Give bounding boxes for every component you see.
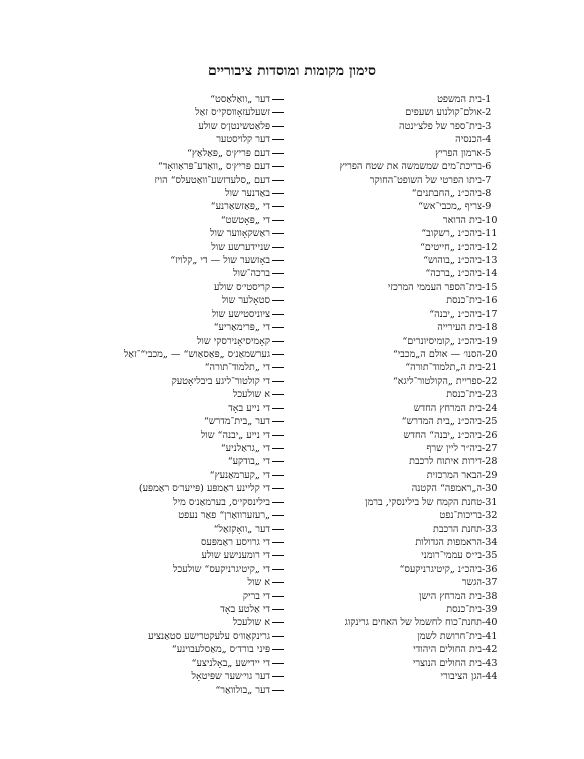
entry-number: -40 bbox=[482, 617, 498, 629]
entry-number: -9 bbox=[482, 201, 492, 213]
place-index-list bbox=[0, 93, 584, 697]
entry-yiddish-name: די בריק bbox=[242, 590, 270, 602]
entry-hebrew-name: ארמון הפריץ bbox=[435, 147, 482, 159]
index-entry bbox=[0, 133, 584, 146]
entry-number: -14 bbox=[482, 268, 498, 280]
entry-yiddish-name: באָזשער שול — די „קלויז“ bbox=[170, 255, 270, 267]
entry-dash bbox=[272, 435, 284, 436]
entry-dash bbox=[272, 220, 284, 221]
index-entry bbox=[0, 214, 584, 227]
index-entry bbox=[0, 308, 584, 321]
entry-hebrew-name: בית־חרושת לשמן bbox=[417, 630, 482, 642]
entry-dash bbox=[272, 381, 284, 382]
entry-number: -16 bbox=[482, 295, 498, 307]
entry-number: -8 bbox=[482, 187, 492, 199]
entry-hebrew-name: הסנו׳ — אולם ה„מכבי“ bbox=[392, 349, 482, 361]
entry-yiddish-name: דער „וואַלאַסט“ bbox=[210, 94, 270, 105]
entry-hebrew-name: ביה״ר ליין שרף bbox=[426, 442, 482, 454]
entry-hebrew-name: הכנסיה bbox=[455, 134, 482, 146]
entry-yiddish-name: דעם פּריץ׳ס „וואַדע־פּראַוואָד“ bbox=[157, 161, 270, 173]
entry-yiddish-name: די נייע „יבנה“ שול bbox=[200, 429, 270, 441]
entry-dash bbox=[272, 421, 284, 422]
entry-number: -20 bbox=[482, 349, 498, 361]
page-title: סימון מקומות ומוסדות ציבוריים bbox=[207, 63, 377, 79]
entry-yiddish-name: דעם „סלעדזשע־וואַטעלס“ הויז bbox=[154, 174, 270, 186]
entry-number: -32 bbox=[482, 510, 498, 522]
entry-yiddish-name: דער „בולוואַר“ bbox=[215, 684, 270, 696]
index-entry bbox=[0, 563, 584, 576]
entry-hebrew-name: ביהכ״נ „יבנה“ bbox=[429, 308, 482, 320]
entry-yiddish-name: די „תלמוד־תורה“ bbox=[204, 362, 270, 374]
entry-yiddish-name: זשעלעזאָווסקי׳ס זאַל bbox=[195, 107, 270, 119]
entry-yiddish-name: גרינקאַוו׳ס עלעקטרישע סטאַנציע bbox=[148, 630, 270, 642]
entry-yiddish-name: קאָמיסיאָנירסקי שול bbox=[196, 335, 270, 347]
entry-dash bbox=[272, 542, 284, 543]
index-entry bbox=[0, 603, 584, 616]
index-entry bbox=[0, 670, 584, 683]
entry-number: -34 bbox=[482, 536, 498, 548]
entry-hebrew-name: בית ה„תלמוד־תורה“ bbox=[405, 362, 482, 374]
entry-number: -12 bbox=[482, 241, 498, 253]
index-entry bbox=[0, 429, 584, 442]
entry-hebrew-name: בית החולים היהודי bbox=[413, 644, 482, 656]
index-entry bbox=[0, 482, 584, 495]
index-entry bbox=[0, 576, 584, 589]
index-entry bbox=[0, 200, 584, 213]
entry-number: -42 bbox=[482, 644, 498, 656]
entry-yiddish-name: פּיני בורד׳ס „מאַסלעבוינע“ bbox=[171, 644, 270, 656]
entry-number: -13 bbox=[482, 255, 498, 267]
entry-yiddish-name: א שולעכל bbox=[232, 617, 270, 629]
entry-hebrew-name: ביהכ״נ „קומיסיונרים“ bbox=[402, 335, 482, 347]
entry-hebrew-name: ביתו הפרטי של השופט־החוקר bbox=[369, 174, 482, 186]
entry-dash bbox=[272, 690, 284, 691]
index-entry bbox=[0, 630, 584, 643]
entry-yiddish-name: דער „בית־מדרש“ bbox=[203, 416, 270, 428]
index-entry bbox=[0, 281, 584, 294]
entry-hebrew-name: אולם־קולנוע ושעפים bbox=[405, 107, 482, 119]
entry-number: -44 bbox=[482, 671, 498, 683]
index-entry bbox=[0, 643, 584, 656]
entry-yiddish-name: בילינסקי׳ס, בערמאַנ׳ס מיל bbox=[173, 496, 270, 508]
entry-number: -30 bbox=[482, 483, 498, 495]
entry-yiddish-name: די קליינע ראַמפּע (פּייער׳ס ראַמפּע) bbox=[138, 483, 270, 495]
entry-dash bbox=[272, 166, 284, 167]
index-entry bbox=[0, 402, 584, 415]
entry-dash bbox=[272, 555, 284, 556]
entry-dash bbox=[272, 502, 284, 503]
entry-yiddish-name: די „פּרימאַריע“ bbox=[213, 322, 270, 334]
index-entry bbox=[0, 294, 584, 307]
entry-dash bbox=[272, 233, 284, 234]
entry-number: -43 bbox=[482, 657, 498, 669]
entry-yiddish-name: דעם פּריץ׳ס „פּאַלאַץ“ bbox=[187, 147, 270, 159]
index-entry bbox=[0, 321, 584, 334]
entry-hebrew-name: בי״ס עממי־רומני bbox=[421, 550, 482, 562]
entry-number: -18 bbox=[482, 322, 498, 334]
entry-hebrew-name: הבאר המרכזית bbox=[426, 469, 482, 481]
entry-number: -22 bbox=[482, 375, 498, 387]
entry-number: -17 bbox=[482, 308, 498, 320]
index-entry bbox=[0, 549, 584, 562]
entry-number: -5 bbox=[482, 147, 492, 159]
index-entry bbox=[0, 254, 584, 267]
index-entry bbox=[0, 174, 584, 187]
entry-hebrew-name: הגן הציבורי bbox=[440, 671, 482, 683]
entry-dash bbox=[272, 461, 284, 462]
entry-dash bbox=[272, 247, 284, 248]
entry-number: -35 bbox=[482, 550, 498, 562]
entry-yiddish-name: די „קערמאַנעץ“ bbox=[209, 469, 270, 481]
entry-hebrew-name: בריכות־נפט bbox=[439, 510, 482, 522]
index-entry bbox=[0, 455, 584, 468]
entry-dash bbox=[272, 193, 284, 194]
entry-number: -39 bbox=[482, 604, 498, 616]
index-entry bbox=[0, 523, 584, 536]
entry-dash bbox=[272, 488, 284, 489]
entry-number: -27 bbox=[482, 442, 498, 454]
entry-hebrew-name: ביהכ״נ „בית המדרש“ bbox=[401, 416, 482, 428]
entry-hebrew-name: תחנת־כוח לחשמל של האחים גרינקוג bbox=[344, 617, 482, 629]
entry-hebrew-name: צריף „מכבי־אש“ bbox=[418, 201, 482, 213]
entry-dash bbox=[272, 649, 284, 650]
entry-dash bbox=[272, 273, 284, 274]
entry-dash bbox=[272, 341, 284, 342]
entry-yiddish-name: די רומענישע שולע bbox=[201, 550, 270, 562]
entry-yiddish-name: די קולטור־ליגע ביבליאָטעק bbox=[171, 375, 270, 387]
index-entry bbox=[0, 375, 584, 388]
index-entry bbox=[0, 536, 584, 549]
index-entry bbox=[0, 267, 584, 280]
entry-hebrew-name: בית המרחץ הישן bbox=[419, 590, 482, 602]
entry-number: -3 bbox=[482, 120, 492, 132]
entry-number: -6 bbox=[482, 161, 492, 173]
entry-number: -29 bbox=[482, 469, 498, 481]
entry-yiddish-name: די „קיטיגרניקעס“ שולעכל bbox=[173, 563, 270, 575]
entry-dash bbox=[272, 448, 284, 449]
entry-yiddish-name: די יידישע „באָלניצע“ bbox=[191, 657, 270, 669]
entry-dash bbox=[272, 354, 284, 355]
entry-number: -11 bbox=[482, 228, 498, 240]
entry-dash bbox=[272, 139, 284, 140]
entry-dash bbox=[272, 300, 284, 301]
entry-number: -37 bbox=[482, 577, 498, 589]
entry-dash bbox=[272, 394, 284, 395]
index-entry bbox=[0, 684, 584, 697]
entry-hebrew-name: ביהכ״נ „יבנה“ החדש bbox=[403, 429, 482, 441]
entry-dash bbox=[272, 126, 284, 127]
entry-hebrew-name: בית־כנסת bbox=[446, 604, 482, 616]
entry-number: -38 bbox=[482, 590, 498, 602]
entry-dash bbox=[272, 99, 284, 100]
index-entry bbox=[0, 106, 584, 119]
index-entry bbox=[0, 335, 584, 348]
entry-number: -15 bbox=[482, 281, 498, 293]
entry-dash bbox=[272, 609, 284, 610]
entry-number: -7 bbox=[482, 174, 492, 186]
entry-yiddish-name: ברכה־שול bbox=[233, 268, 270, 280]
entry-yiddish-name: פּלאַטשינטן׳ס שולע bbox=[198, 120, 270, 132]
entry-dash bbox=[272, 206, 284, 207]
entry-dash bbox=[272, 636, 284, 637]
index-entry bbox=[0, 187, 584, 200]
index-entry bbox=[0, 241, 584, 254]
entry-number: -21 bbox=[482, 362, 498, 374]
entry-hebrew-name: ביהכ״נ „החבתנים“ bbox=[411, 187, 482, 199]
entry-dash bbox=[272, 475, 284, 476]
entry-yiddish-name: סטאָלער שול bbox=[221, 295, 270, 307]
entry-yiddish-name: די „גראַלניע“ bbox=[220, 442, 270, 454]
index-entry bbox=[0, 415, 584, 428]
index-entry bbox=[0, 93, 584, 106]
entry-hebrew-name: ספריית „הקולטור־ליגא“ bbox=[392, 375, 482, 387]
entry-yiddish-name: דער גוי׳שער שפּיטאָל bbox=[191, 671, 270, 683]
entry-hebrew-name: בריכת־מים שמשמשה את שטח הפריץ bbox=[339, 161, 482, 173]
entry-dash bbox=[272, 367, 284, 368]
entry-yiddish-name: „רעזערוואַרן“ פאַר נעפט bbox=[178, 510, 270, 522]
entry-hebrew-name: בית־כנסת bbox=[446, 295, 482, 307]
entry-hebrew-name: הגשר bbox=[461, 577, 482, 589]
entry-hebrew-name: בית־ספר של פלצ׳ינטה bbox=[399, 120, 482, 132]
entry-dash bbox=[272, 676, 284, 677]
entry-yiddish-name: די „בודקע“ bbox=[227, 456, 270, 468]
entry-hebrew-name: ביהכ״נ „רשקוב“ bbox=[421, 228, 482, 240]
entry-number: -1 bbox=[482, 94, 492, 105]
entry-dash bbox=[272, 596, 284, 597]
entry-dash bbox=[272, 327, 284, 328]
index-entry bbox=[0, 442, 584, 455]
entry-hebrew-name: טחנת הקמח של בילינסקי, ברמן bbox=[365, 496, 482, 508]
entry-hebrew-name: בית החולים הנוצרי bbox=[412, 657, 482, 669]
entry-number: -24 bbox=[482, 402, 498, 414]
entry-number: -28 bbox=[482, 456, 498, 468]
index-entry bbox=[0, 160, 584, 173]
entry-yiddish-name: די אַלטע באָד bbox=[220, 604, 270, 616]
entry-hebrew-name: תחנת הרכבת bbox=[433, 523, 482, 535]
entry-hebrew-name: דירות איתוח לרכבת bbox=[409, 456, 482, 468]
entry-hebrew-name: בית־הספר העממי המרכזי bbox=[387, 281, 482, 293]
entry-yiddish-name: די „פּאָטשט“ bbox=[220, 214, 270, 226]
index-entry bbox=[0, 227, 584, 240]
entry-number: -23 bbox=[482, 389, 498, 401]
entry-number: -33 bbox=[482, 523, 498, 535]
entry-yiddish-name: ראַשקאָווער שול bbox=[210, 228, 270, 240]
entry-hebrew-name: בית הדואר bbox=[442, 214, 482, 226]
entry-yiddish-name: באַדנער שול bbox=[224, 187, 270, 199]
entry-number: -19 bbox=[482, 335, 498, 347]
entry-number: -36 bbox=[482, 563, 498, 575]
index-entry bbox=[0, 388, 584, 401]
entry-dash bbox=[272, 515, 284, 516]
index-entry bbox=[0, 590, 584, 603]
entry-number: -4 bbox=[482, 134, 492, 146]
entry-dash bbox=[272, 260, 284, 261]
entry-dash bbox=[272, 622, 284, 623]
entry-yiddish-name: א שולעכל bbox=[232, 389, 270, 401]
entry-yiddish-name: גערשמאַנ׳ס „פּאַסאַוש“ — „מכבי“־זאַל bbox=[123, 349, 270, 361]
entry-dash bbox=[272, 408, 284, 409]
index-entry bbox=[0, 120, 584, 133]
entry-yiddish-name: דער קלויסטער bbox=[216, 134, 270, 146]
entry-number: -41 bbox=[482, 630, 498, 642]
index-entry bbox=[0, 496, 584, 509]
entry-hebrew-name: בית־כנסת bbox=[446, 389, 482, 401]
entry-hebrew-name: ביהכ״נ „ברכה“ bbox=[425, 268, 482, 280]
index-entry bbox=[0, 361, 584, 374]
index-entry bbox=[0, 509, 584, 522]
entry-dash bbox=[272, 314, 284, 315]
entry-number: -25 bbox=[482, 416, 498, 428]
entry-yiddish-name: ציוניסטישע שול bbox=[211, 308, 270, 320]
entry-hebrew-name: הראמפות הגדולות bbox=[415, 536, 482, 548]
entry-hebrew-name: בית המשפט bbox=[437, 94, 482, 105]
entry-hebrew-name: ביהכ״נ „קיטיגרניקעס“ bbox=[399, 563, 482, 575]
entry-number: -2 bbox=[482, 107, 492, 119]
entry-hebrew-name: ה„ראמפה“ הקטנה bbox=[411, 483, 482, 495]
index-entry bbox=[0, 348, 584, 361]
index-entry bbox=[0, 469, 584, 482]
entry-number: -10 bbox=[482, 214, 498, 226]
index-entry bbox=[0, 657, 584, 670]
index-entry bbox=[0, 616, 584, 629]
entry-yiddish-name: א שול bbox=[247, 577, 270, 589]
index-entry bbox=[0, 147, 584, 160]
entry-yiddish-name: קריסטי׳ס שולע bbox=[213, 281, 270, 293]
entry-hebrew-name: בית המרחץ החדש bbox=[413, 402, 482, 414]
entry-number: -26 bbox=[482, 429, 498, 441]
entry-yiddish-name: די „פּאַזשאַרנע“ bbox=[210, 201, 270, 213]
entry-yiddish-name: דער „וואָקזאַל“ bbox=[213, 523, 270, 535]
entry-hebrew-name: ביהכ״נ „בוהוש“ bbox=[423, 255, 482, 267]
entry-hebrew-name: בית העירייה bbox=[437, 322, 482, 334]
entry-dash bbox=[272, 112, 284, 113]
entry-dash bbox=[272, 153, 284, 154]
entry-dash bbox=[272, 569, 284, 570]
entry-dash bbox=[272, 180, 284, 181]
entry-dash bbox=[272, 287, 284, 288]
entry-yiddish-name: די גרויסע ראַמפּעס bbox=[200, 536, 270, 548]
entry-number: -31 bbox=[482, 496, 498, 508]
entry-yiddish-name: די נייע באָד bbox=[228, 402, 270, 414]
entry-hebrew-name: ביהכ״נ „חייטים“ bbox=[419, 241, 482, 253]
entry-dash bbox=[272, 529, 284, 530]
entry-yiddish-name: שניידערשע שול bbox=[211, 241, 270, 253]
entry-dash bbox=[272, 582, 284, 583]
entry-dash bbox=[272, 663, 284, 664]
